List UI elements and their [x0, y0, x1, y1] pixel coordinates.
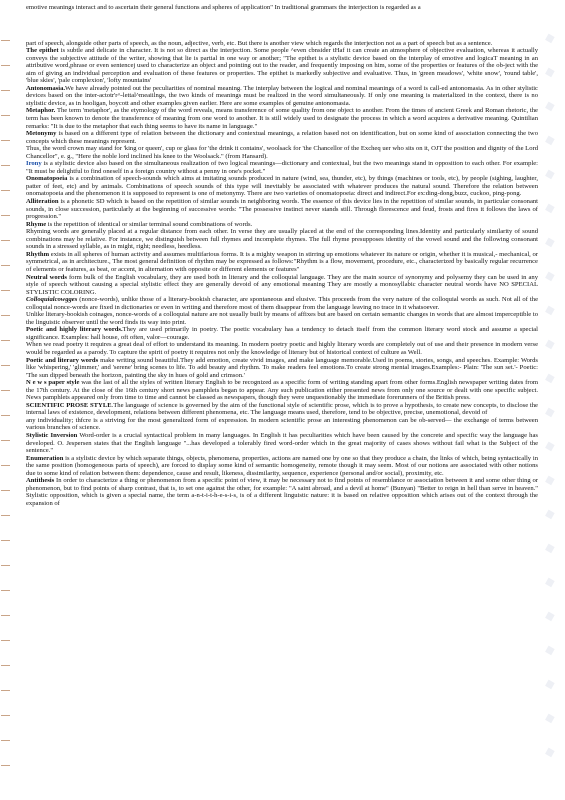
binding-mark [1, 90, 10, 91]
binding-mark [1, 115, 10, 116]
paragraph [26, 326, 538, 341]
paragraph-text: Word-order is a crucial syntactical problem in many languages. In English it has peculiarities which have been caused by the concrete and specific way the language has developed. O. Jespersen states that the English language "...has developed a tolerably fired word-order which in the great majority of cases shows without fail what is the Subject of the sentence." [26, 431, 538, 455]
paragraph [26, 198, 538, 221]
watermark-glyph: ◆ [543, 539, 556, 556]
paragraph-text: When we read poetry it requires a great deal of effort to understand its meaning. In modern poetry poetic and highly literary words are completely out of use and their presence in modern verse would be regarded as a parody. To capture the spirit of poetry it requires not only the knowledge of literary but of historical context of culture as Well. [26, 341, 538, 356]
term-heading: Neutral words [26, 273, 67, 281]
binding-edge [0, 0, 12, 800]
watermark-glyph: ◆ [543, 301, 556, 318]
binding-mark [1, 565, 10, 566]
term-heading: Antonomasia. [26, 84, 66, 92]
top-line: emotive meanings interact and to ascertain their general functions and spheres of application" In traditional grammars the interjection is regarded as a [26, 4, 421, 11]
binding-mark [1, 365, 10, 366]
binding-mark [1, 715, 10, 716]
watermark-glyph: ◆ [543, 131, 556, 148]
watermark-glyph: ◆ [543, 63, 556, 80]
paragraph [26, 402, 538, 417]
binding-mark [1, 690, 10, 691]
paragraph-text: Unlike literary-bookish coinages, nonce-words of a colloquial nature are not usually built by means of affixes but are based on certain semantic changes in words that are almost imperceptible to the linguistic observer until the word finds its way into print. [26, 311, 538, 326]
term-heading: Alliteration [26, 198, 59, 206]
paragraph [26, 432, 538, 455]
term-heading: SCIENTIFIC PROSE STYLE [26, 401, 112, 409]
paragraph [26, 417, 538, 432]
watermark [543, 30, 561, 790]
binding-mark [1, 65, 10, 66]
term-heading: Colloquialcowgges [26, 296, 78, 304]
watermark-glyph: ◆ [543, 369, 556, 386]
binding-mark [1, 665, 10, 666]
watermark-glyph: ◆ [543, 607, 556, 624]
paragraph [26, 357, 538, 380]
document-body [26, 4, 538, 507]
paragraph-text: .The language of science is governed by the aim of the functional style of scientific prose, which is to prove a hypothesis, to create new concepts, to disclose the internal laws of existence, development, relations between different phenomena, etc. The language means used, therefore, tend to be objective, precise, unemotional, devoid of [26, 401, 538, 417]
binding-mark [1, 440, 10, 441]
paragraph-text: is based on a different type of relation between the dictionary and contextual meanings, a relation based not on identification, but on some kind of association connecting the two concepts which these meanings represent. [26, 130, 538, 145]
watermark-glyph: ◆ [543, 573, 556, 590]
paragraph [26, 311, 538, 326]
binding-mark [1, 265, 10, 266]
paragraph [26, 341, 538, 356]
watermark-glyph: ◆ [543, 471, 556, 488]
paragraph [26, 175, 538, 198]
binding-mark [1, 140, 10, 141]
binding-mark [1, 465, 10, 466]
paragraph-text: Thus, the word crown may stand for 'king or queen', cup or glass for 'the drink it contains', woolsack for 'the Chancellor of the Excheq uer who sits on it, OJT the position and dignity of the Lord Chancellor", e. g., "Here the noble lord inclined his knee to the Woolsack." (from Hansard). [26, 145, 538, 160]
paragraph-text: is the repetition of identical or similar terminal sound combinations of words. [46, 220, 253, 228]
binding-mark [1, 40, 10, 41]
term-heading: Metonymy [26, 130, 57, 138]
term-heading: Enumeration [26, 454, 64, 462]
paragraph-text: any individuality; thfcre is a striving for the most generalized form of expression. In modern scientific prose an interesting phenomenon can be ob-served— the exchange of terms between various branches of science. [26, 416, 538, 432]
paragraph-text: They are used primarily in poetry. The poetic vocabulary has a tendency to detach itself from the common literary word stock and assume a special significance. Examples: hall house, oft often, valor—courage. [26, 326, 538, 341]
term-heading: Irony [26, 160, 42, 168]
paragraph-text: part of speech, alongside other parts of speech, as the noun, adjective, verb, etc. But there is another view which regards the interjection not as a part of speech but as a sentence. [26, 39, 493, 47]
binding-mark [1, 515, 10, 516]
paragraph-text: is a phonetic SD which is based on the repetition of similar sounds in neighboring words. The essence of this device lies in the repetition of similar sounds, in particular consonant sounds, in close succession, particularly at the beginning of successive words: "The possessive instinct never stands still. Through florescence and feud, frosts and fires it follows the laws of progression." [26, 198, 538, 221]
binding-mark [1, 290, 10, 291]
watermark-glyph: ◆ [543, 743, 556, 760]
paragraph [26, 477, 538, 507]
watermark-glyph: ◆ [543, 709, 556, 726]
term-heading: The epithet [26, 47, 59, 55]
paragraph-text: exists in all spheres of human activity and assumes multifarious forms. It is a mighty weapon in stirring up emotions whatever its nature or origin, whether it is musical,- mechanical, or symmetrical, as in architecture., The most general definition of rhythm may be expressed as follows:"Rhythm is a flow, movement, procedure, etc., characterized by basically regular recurrence of elements or features, as beat, or accent, in alternation with opposite or different elements or features" [26, 250, 538, 273]
paragraph-text: is a combination of speech-sounds which aims at imitating sounds produced in nature (wind, sea, thunder, etc), by things (machines or tools, etc), by people (sighing, laughter, patter of feet, etc) and by animals. Combinations of speech sounds of this type will inevitably be associated with whatever produces the natural sound. Therefore the relation between onomatopoeia and the phenomenon it is supposed to represent is one of metonymy. There are two varieties of onomatopoeia: direct and indirect.For ex:ding-dong,buzz, cuckoo, ping-pong. [26, 175, 538, 198]
term-heading: Rhyme [26, 220, 47, 228]
blank-gap [26, 12, 538, 40]
binding-mark [1, 640, 10, 641]
binding-mark [1, 340, 10, 341]
term-heading: Antithesis [26, 477, 55, 485]
paragraph-text: is subtle and delicate in character. It is not so direct as the interjection. Some people ^even cbnsider tHaf it can create an atmosphere of objective evaluation, whereas it actually conveys the subjective attitude of the writer, showing that lie is partial in one way or another; "The epithet is a stylistic device based on the interplay of emotive and logicaT meaning in an attributive word,phrase or even sentencej used to characterize an object and pointing out to the reader, and frequently imposing on him, some of the properties or features of the ob-ject with the aim of giving an individual perception and evaluation of these features or properties. The epithet is markedly subjective and evaluative. Thus, in 'green meadows', 'white snow', 'round table', 'blue skies', 'pale complexion', 'lofty mountains' [26, 47, 538, 85]
paragraph-text: is a stylistic device by which separate things, objects, phenomena, properties, actions are named one by one so that they produce a chain, the links of which, being syntactically in the same position (homogeneous parts of speech), are forced to display some kind of semantic homogeneity, remote though it may seem. Most of our notions are associated with other notions due to some kind of relation between them: dependence, cause and result, likeness, dissimilarity, sequence, experience (personal and/or social), proximity, etc. [26, 454, 538, 477]
term-heading: N e w s paper style [26, 379, 80, 387]
paragraph-text: was the last of all the styles of written literary English to be recognized as a specific form of writing standing apart from other forms.English newspaper writing dates from the 17th century. At the close of the 16th century short news pamphlets began to appear. Any such publication either presented news from only one source or dealt with one specific subject. News pamphlets appeared only from time to time and cannot be classed as newspapers, though they were unquestionably the immediate forerunners of the British press. [26, 379, 538, 402]
paragraph-text: make writing sound beautiful.They add emotion, create vivid images, and make language memorable.Used in poems, stories, songs, and speeches. Example: Words like 'whispering,' 'glimmer,' and 'serene' bring scenes to life. To add beauty and rhythm. To make readers feel emotions.To create strong mental images.Examples:- Plain: 'The sun set.'- Poetic: 'The sun dipped beneath the horizon, painting the sky in hues of gold and crimson.' [26, 356, 538, 379]
watermark-glyph: ◆ [543, 97, 556, 114]
paragraph [26, 228, 538, 251]
paragraph-text: The term 'metaphor', as the etymology of the word reveals, means transference of some quality from one object to another. From the times of ancient Greek and Roman rhetoric, the term has been known to denote the transference of meaning from one word to another. It is still widely used to designate the process in which a word acquires a derivative meaning. Quintilian remarks: "It is due to the metaphor that each thing seems to have its name in language." [26, 107, 538, 130]
paragraph [26, 274, 538, 297]
term-heading: Poetic and highly literary words. [26, 326, 123, 334]
paragraph-text: (nonce-words), unlike those of a literary-bookish character, are spontaneous and elusive. This proceeds from the very nature of the colloquial words as such. Not all of the colloquial nonce-words are fixed in dictionaries or even in writing and therefore most of them disappear from the language leaving no trace in it whatsoever. [26, 296, 538, 311]
paragraph-text: form bulk of the English vocabulary, they are used both in literary and the colloquial language. They are the main source of synonymy and polysemy they can be used in any style of speech without causing a special stylistic effect they are generally devoid of any emotional meaning They are mostly a monosyllabic character neutral words have NO SPECIAL STYLISTIC COLORING. [26, 273, 538, 296]
term-heading: Rhythm [26, 250, 50, 258]
paragraph [26, 47, 538, 85]
watermark-glyph: ◆ [543, 199, 556, 216]
paragraph [26, 160, 538, 175]
paragraph [26, 296, 538, 311]
binding-mark [1, 240, 10, 241]
paragraph [26, 221, 538, 229]
watermark-glyph: ◆ [543, 165, 556, 182]
paragraph [26, 40, 538, 48]
binding-mark [1, 165, 10, 166]
binding-mark [1, 390, 10, 391]
term-heading: Stylistic Inversion [26, 431, 78, 439]
binding-mark [1, 615, 10, 616]
watermark-glyph: ◆ [543, 641, 556, 658]
paragraph-text: is a stylistic device also based on the simultaneous realization of two logical meanings—dictionary and contextual, but the two meanings stand in opposition to each other. For example: "It must be delightful to find oneself in a foreign country without a penny in one's pocket." [26, 160, 538, 175]
binding-mark [1, 765, 10, 766]
paragraph [26, 455, 538, 478]
watermark-glyph: ◆ [543, 505, 556, 522]
paragraph [26, 379, 538, 402]
paragraph-text: Rhyming words are generally placed at a regular distance from each other. In verse they are usually placed at the end of the corresponding lines.Identity and particularly similarity of sound combinations may be relative. For instance, we distinguish between full rhymes and incomplete rhymes. The full rhyme presupposes identity of the vowel sound and the following consonant sounds in a stressed syllable, as in might, right; needless, heedless. [26, 228, 538, 251]
watermark-glyph: ◆ [543, 403, 556, 420]
watermark-glyph: ◆ [543, 675, 556, 692]
paragraph [26, 145, 538, 160]
watermark-glyph: ◆ [543, 437, 556, 454]
watermark-glyph: ◆ [543, 335, 556, 352]
watermark-glyph: ◆ [543, 267, 556, 284]
watermark-glyph: ◆ [543, 233, 556, 250]
paragraph [26, 85, 538, 108]
term-heading: Onomatopoeia [26, 175, 68, 183]
paragraph-list [26, 40, 538, 508]
term-heading: Poetic and literary words [26, 356, 99, 364]
watermark-glyph: ◆ [543, 29, 556, 46]
binding-mark [1, 215, 10, 216]
binding-mark [1, 490, 10, 491]
binding-mark [1, 190, 10, 191]
binding-mark [1, 415, 10, 416]
paragraph-text: In order to characterize a thing or phenomenon from a specific point of view, it may be necessary not to find points of resemblance or association between it and some other thing or phenomenon, but to find points of sharp contrast, that is, to set one against the other, for example: "A saint abroad, and a devil at home" (Bunyan) "Better to reign in hell than serve in heaven." Stylistic opposition, which is given a special name, the term a-n-t-i-t-h-e-s-i-s, is of a different linguistic nature: it is based on relative opposition which arises out of the context through the expansion of [26, 477, 538, 507]
paragraph [26, 251, 538, 274]
term-heading: Metaphor. [26, 107, 56, 115]
paragraph-text: We have already pointed out the peculiarities of nominal meaning. The interplay between the logical and nominal meanings of a word is call-ed antonomasia. As in other stylistic devices based on the inter-actotr'r^-lettal^meaiilngs, the two kinds of meanings must be realized in the word simultaneously. If only one meaning is materialized in the context, there is no stylistic device, as in hooligan, boycott and other examples given earlier. Here are some examples of genuine antonomasia. [26, 84, 538, 107]
binding-mark [1, 590, 10, 591]
paragraph [26, 130, 538, 145]
binding-mark [1, 540, 10, 541]
binding-mark [1, 315, 10, 316]
paragraph [26, 107, 538, 130]
binding-mark [1, 740, 10, 741]
